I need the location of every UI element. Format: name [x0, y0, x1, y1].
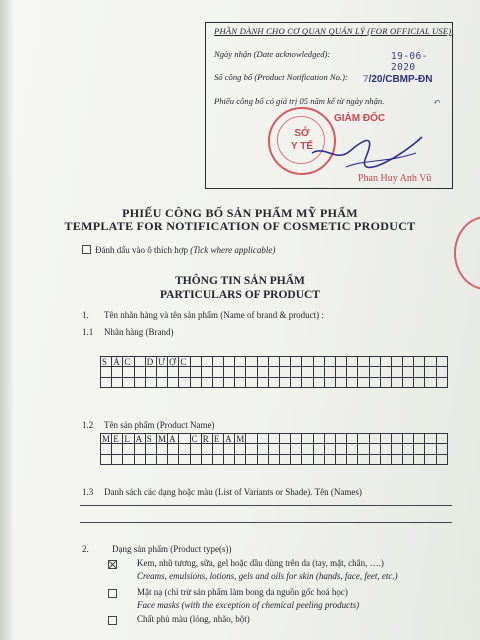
grid-cell[interactable]: M: [157, 434, 168, 444]
grid-cell[interactable]: [425, 357, 436, 367]
date-acknowledged-label: Ngày nhận (Date acknowledged):: [214, 49, 331, 59]
product-name-label: Tên sản phẩm (Product Name): [104, 420, 215, 430]
grid-cell[interactable]: [414, 444, 425, 454]
variants-label: Danh sách các dạng hoặc màu (List of Variants or Shade). Tên (Names): [104, 487, 362, 497]
item2-text: Dạng sản phẩm (Product type(s)): [112, 544, 232, 554]
grid-cell[interactable]: [146, 444, 157, 454]
grid-cell[interactable]: [437, 378, 448, 388]
grid-cell[interactable]: [179, 444, 190, 454]
grid-cell[interactable]: [392, 455, 403, 465]
grid-cell[interactable]: [269, 434, 280, 444]
grid-cell[interactable]: [425, 455, 436, 465]
item1-2-number: 1.2: [82, 420, 94, 430]
grid-cell[interactable]: [425, 367, 436, 377]
grid-cell[interactable]: [123, 455, 134, 465]
grid-cell[interactable]: [325, 434, 336, 444]
grid-cell[interactable]: [381, 455, 392, 465]
grid-cell[interactable]: [437, 434, 448, 444]
official-use-box: [205, 22, 453, 189]
grid-cell[interactable]: [370, 367, 381, 377]
grid-cell[interactable]: [347, 434, 358, 444]
grid-cell[interactable]: [157, 378, 168, 388]
notification-number-label: Số công bố (Product Notification No.):: [214, 72, 348, 82]
tick-note-checkbox: [82, 245, 91, 254]
grid-cell[interactable]: [336, 357, 347, 367]
grid-cell[interactable]: [370, 444, 381, 454]
grid-cell[interactable]: [112, 378, 123, 388]
grid-cell[interactable]: [392, 378, 403, 388]
notification-number-main: /20/CBMP-ĐN: [368, 74, 433, 85]
grid-cell[interactable]: [302, 434, 313, 444]
grid-cell[interactable]: [325, 378, 336, 388]
director-name: Phan Huy Anh Vũ: [358, 173, 432, 184]
grid-cell[interactable]: [191, 357, 202, 367]
grid-cell[interactable]: [302, 367, 313, 377]
grid-cell[interactable]: [112, 444, 123, 454]
grid-cell[interactable]: [403, 357, 414, 367]
grid-cell[interactable]: [168, 367, 179, 377]
grid-cell[interactable]: [269, 357, 280, 367]
grid-cell[interactable]: [302, 455, 313, 465]
grid-cell[interactable]: [291, 367, 302, 377]
grid-cell[interactable]: [135, 378, 146, 388]
grid-cell[interactable]: [370, 434, 381, 444]
grid-cell[interactable]: [258, 367, 269, 377]
grid-cell[interactable]: [112, 367, 123, 377]
grid-cell[interactable]: [325, 444, 336, 454]
grid-cell[interactable]: [347, 357, 358, 367]
product-type-option-3-vn: Chất phủ màu (lỏng, nhão, bột): [137, 614, 250, 624]
notification-number-faded: 7: [363, 74, 369, 85]
grid-cell[interactable]: L: [123, 434, 134, 444]
grid-cell[interactable]: [403, 444, 414, 454]
grid-cell[interactable]: Ợ: [168, 357, 179, 367]
grid-cell[interactable]: [202, 357, 213, 367]
grid-cell[interactable]: E: [213, 434, 224, 444]
grid-cell[interactable]: [213, 357, 224, 367]
grid-cell[interactable]: [235, 357, 246, 367]
product-type-checkbox-2[interactable]: [108, 589, 117, 598]
grid-cell[interactable]: [191, 455, 202, 465]
grid-cell[interactable]: [347, 378, 358, 388]
grid-cell[interactable]: [280, 367, 291, 377]
grid-cell[interactable]: [358, 378, 369, 388]
product-type-option-2[interactable]: [108, 589, 121, 599]
grid-cell[interactable]: [302, 357, 313, 367]
variants-line-1[interactable]: [80, 505, 452, 506]
grid-cell[interactable]: [179, 434, 190, 444]
form-title-en: TEMPLATE FOR NOTIFICATION OF COSMETIC PRODUCT: [64, 219, 416, 233]
grid-cell[interactable]: [224, 455, 235, 465]
grid-cell[interactable]: [179, 367, 190, 377]
grid-cell[interactable]: [370, 378, 381, 388]
grid-cell[interactable]: [425, 444, 436, 454]
grid-cell[interactable]: [280, 455, 291, 465]
grid-cell[interactable]: [414, 434, 425, 444]
grid-cell[interactable]: [146, 378, 157, 388]
grid-cell[interactable]: [280, 378, 291, 388]
grid-cell[interactable]: [157, 367, 168, 377]
item1-3-number: 1.3: [82, 487, 94, 497]
grid-cell[interactable]: [403, 378, 414, 388]
grid-cell[interactable]: [123, 367, 134, 377]
seal-text-line2: Y TẾ: [290, 141, 314, 152]
section-title-vn: THÔNG TIN SẢN PHẨM: [175, 275, 305, 287]
grid-cell[interactable]: [202, 367, 213, 377]
grid-cell[interactable]: [213, 367, 224, 377]
grid-cell[interactable]: [202, 444, 213, 454]
item1-text: Tên nhãn hàng và tên sản phẩm (Name of brand & product) :: [104, 310, 324, 320]
grid-cell[interactable]: [235, 378, 246, 388]
grid-cell[interactable]: [414, 367, 425, 377]
product-letter-grid[interactable]: [100, 433, 448, 465]
date-acknowledged-value: 19-06-2020: [391, 51, 428, 73]
grid-cell[interactable]: [269, 444, 280, 454]
variants-line-2[interactable]: [80, 522, 452, 523]
grid-cell[interactable]: [381, 444, 392, 454]
grid-cell[interactable]: [269, 378, 280, 388]
grid-cell[interactable]: [437, 444, 448, 454]
director-signature: [306, 123, 426, 173]
official-use-title: PHẦN DÀNH CHO CƠ QUAN QUẢN LÝ (FOR OFFICIAL USE): [214, 26, 452, 36]
grid-cell[interactable]: [302, 378, 313, 388]
grid-cell[interactable]: [314, 455, 325, 465]
product-type-option-2-vn: Mặt nạ (chỉ trừ sản phẩm làm bong da nguồn gốc hoá học): [137, 587, 348, 597]
grid-cell[interactable]: [246, 444, 257, 454]
grid-cell[interactable]: Ư: [157, 357, 168, 367]
grid-cell[interactable]: [414, 455, 425, 465]
product-type-option-2-en: Face masks (with the exception of chemical peeling products): [137, 600, 360, 610]
grid-cell[interactable]: [403, 455, 414, 465]
grid-cell[interactable]: A: [135, 434, 146, 444]
grid-cell[interactable]: S: [101, 357, 112, 367]
grid-cell[interactable]: [246, 378, 257, 388]
grid-cell[interactable]: [425, 434, 436, 444]
grid-cell[interactable]: [235, 455, 246, 465]
product-type-option-1[interactable]: [108, 560, 121, 570]
grid-cell[interactable]: [336, 434, 347, 444]
grid-cell[interactable]: E: [112, 434, 123, 444]
grid-cell[interactable]: [135, 357, 146, 367]
grid-cell[interactable]: [146, 367, 157, 377]
grid-cell[interactable]: [157, 455, 168, 465]
grid-cell[interactable]: [280, 357, 291, 367]
product-type-option-3[interactable]: [108, 616, 121, 626]
grid-cell[interactable]: [168, 378, 179, 388]
tick-note-en: (Tick where applicable): [190, 245, 276, 255]
grid-cell[interactable]: [325, 367, 336, 377]
grid-cell[interactable]: Á: [112, 357, 123, 367]
grid-cell[interactable]: C: [191, 434, 202, 444]
grid-cell[interactable]: [112, 455, 123, 465]
grid-cell[interactable]: [314, 434, 325, 444]
grid-cell[interactable]: [191, 378, 202, 388]
grid-cell[interactable]: [168, 455, 179, 465]
grid-cell[interactable]: [179, 378, 190, 388]
grid-cell[interactable]: [291, 378, 302, 388]
grid-cell[interactable]: [191, 444, 202, 454]
grid-cell[interactable]: [135, 367, 146, 377]
product-type-option-1-en: Creams, emulsions, lotions, gels and oils for skin (hands, face, feet, etc.): [137, 571, 398, 581]
grid-cell[interactable]: M: [235, 434, 246, 444]
grid-cell[interactable]: [403, 367, 414, 377]
grid-cell[interactable]: [347, 444, 358, 454]
grid-cell[interactable]: [437, 367, 448, 377]
grid-cell[interactable]: [358, 357, 369, 367]
grid-cell[interactable]: [358, 455, 369, 465]
grid-cell[interactable]: [291, 444, 302, 454]
grid-cell[interactable]: A: [224, 434, 235, 444]
grid-cell[interactable]: [101, 455, 112, 465]
grid-cell[interactable]: [202, 378, 213, 388]
item1-number: 1.: [82, 310, 89, 320]
grid-cell[interactable]: [258, 455, 269, 465]
grid-cell[interactable]: [314, 357, 325, 367]
brand-label: Nhãn hàng (Brand): [104, 327, 174, 337]
grid-cell[interactable]: [291, 357, 302, 367]
grid-cell[interactable]: [123, 444, 134, 454]
grid-cell[interactable]: [123, 378, 134, 388]
grid-cell[interactable]: [325, 357, 336, 367]
grid-cell[interactable]: [392, 367, 403, 377]
product-type-checkbox-3[interactable]: [108, 616, 117, 625]
grid-cell[interactable]: [213, 455, 224, 465]
grid-cell[interactable]: [157, 444, 168, 454]
grid-cell[interactable]: [269, 367, 280, 377]
grid-cell[interactable]: [336, 444, 347, 454]
grid-cell[interactable]: [258, 434, 269, 444]
grid-cell[interactable]: [135, 455, 146, 465]
tick-note-vn: Đánh dấu vào ô thích hợp: [95, 245, 188, 255]
grid-cell[interactable]: [224, 357, 235, 367]
grid-cell[interactable]: C: [179, 357, 190, 367]
grid-cell[interactable]: [202, 455, 213, 465]
grid-cell[interactable]: M: [101, 434, 112, 444]
grid-cell[interactable]: [280, 444, 291, 454]
grid-cell[interactable]: [392, 434, 403, 444]
grid-cell[interactable]: [101, 378, 112, 388]
grid-cell[interactable]: [358, 444, 369, 454]
grid-cell[interactable]: [258, 378, 269, 388]
grid-cell[interactable]: [336, 455, 347, 465]
grid-cell[interactable]: [381, 357, 392, 367]
form-title-vn: PHIẾU CÔNG BỐ SẢN PHẨM MỸ PHẨM: [122, 206, 358, 220]
grid-cell[interactable]: [381, 378, 392, 388]
grid-cell[interactable]: [246, 455, 257, 465]
seal-text-line1: SỞ: [294, 128, 310, 139]
grid-cell[interactable]: [381, 434, 392, 444]
product-type-option-1-vn: Kem, nhũ tương, sữa, gel hoặc dầu dùng trên da (tay, mặt, chân, ….): [137, 558, 384, 568]
grid-cell[interactable]: [325, 455, 336, 465]
grid-cell[interactable]: [224, 367, 235, 377]
grid-cell[interactable]: [213, 378, 224, 388]
grid-cell[interactable]: [414, 357, 425, 367]
grid-cell[interactable]: A: [168, 434, 179, 444]
tick-note: [82, 245, 275, 255]
grid-cell[interactable]: [291, 455, 302, 465]
grid-cell[interactable]: [235, 444, 246, 454]
grid-cell[interactable]: D: [146, 357, 157, 367]
grid-cell[interactable]: [414, 378, 425, 388]
grid-cell[interactable]: [246, 434, 257, 444]
grid-cell[interactable]: [403, 434, 414, 444]
grid-cell[interactable]: [392, 357, 403, 367]
grid-cell[interactable]: [213, 444, 224, 454]
grid-cell[interactable]: C: [123, 357, 134, 367]
product-type-checkbox-1[interactable]: [108, 560, 117, 569]
grid-cell[interactable]: [314, 367, 325, 377]
grid-cell[interactable]: [101, 444, 112, 454]
grid-cell[interactable]: [381, 367, 392, 377]
grid-cell[interactable]: [179, 455, 190, 465]
grid-cell[interactable]: [280, 434, 291, 444]
grid-cell[interactable]: [101, 367, 112, 377]
grid-cell[interactable]: R: [202, 434, 213, 444]
grid-cell[interactable]: [392, 444, 403, 454]
grid-cell[interactable]: [358, 434, 369, 444]
grid-cell[interactable]: [370, 455, 381, 465]
grid-cell[interactable]: [135, 444, 146, 454]
brand-letter-grid[interactable]: [100, 356, 448, 388]
grid-cell[interactable]: [358, 367, 369, 377]
grid-cell[interactable]: [336, 367, 347, 377]
grid-cell[interactable]: [291, 434, 302, 444]
validity-note: Phiếu công bố có giá trị 05 năm kể từ ngày nhận.: [214, 96, 385, 106]
grid-cell[interactable]: [246, 367, 257, 377]
grid-cell[interactable]: [258, 444, 269, 454]
grid-cell[interactable]: [437, 455, 448, 465]
item1-1-number: 1.1: [82, 327, 94, 337]
grid-cell[interactable]: [370, 357, 381, 367]
grid-cell[interactable]: [224, 378, 235, 388]
grid-cell[interactable]: [246, 357, 257, 367]
director-title: GIÁM ĐỐC: [334, 113, 386, 124]
grid-cell[interactable]: [336, 378, 347, 388]
grid-cell[interactable]: [347, 367, 358, 377]
grid-cell[interactable]: [258, 357, 269, 367]
ink-mark: ↶: [433, 97, 441, 107]
grid-cell[interactable]: [146, 455, 157, 465]
grid-cell[interactable]: [347, 455, 358, 465]
grid-cell[interactable]: [425, 378, 436, 388]
page-edge-shadow: [0, 0, 14, 640]
grid-cell[interactable]: [191, 367, 202, 377]
grid-cell[interactable]: [437, 357, 448, 367]
grid-cell[interactable]: [314, 444, 325, 454]
grid-cell[interactable]: [168, 444, 179, 454]
grid-cell[interactable]: [235, 367, 246, 377]
grid-cell[interactable]: [269, 455, 280, 465]
grid-cell[interactable]: [314, 378, 325, 388]
section-title-en: PARTICULARS OF PRODUCT: [160, 289, 320, 301]
grid-cell[interactable]: [302, 444, 313, 454]
grid-cell[interactable]: S: [146, 434, 157, 444]
item2-number: 2.: [82, 544, 89, 554]
grid-cell[interactable]: [224, 444, 235, 454]
notification-number-value: [363, 74, 432, 85]
